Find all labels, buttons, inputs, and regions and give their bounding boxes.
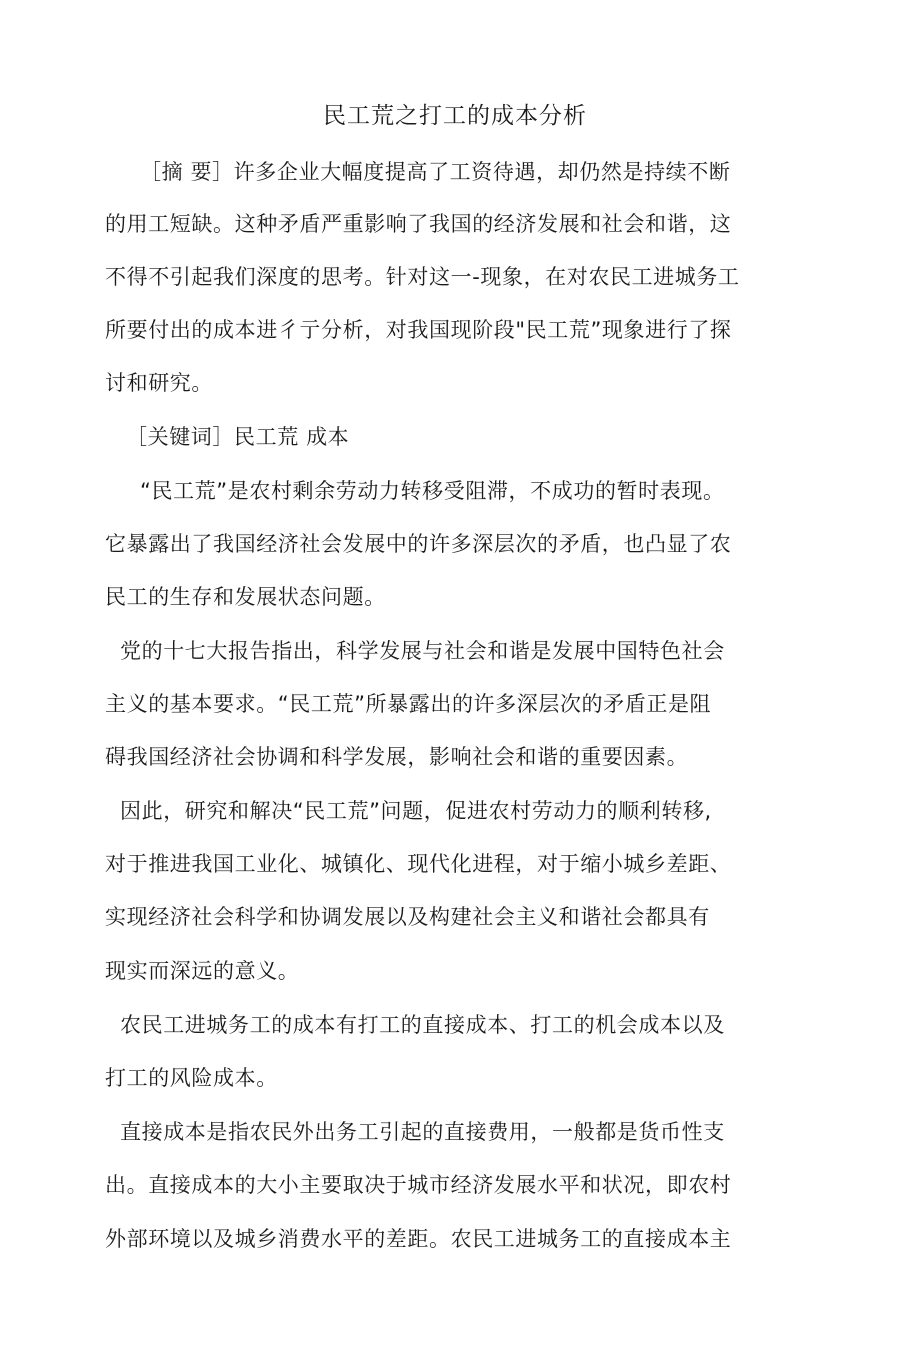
abstract-line-4: 所要付出的成本进彳亍分析，对我国现阶段"民工荒”现象进行了探 — [105, 318, 732, 342]
paragraph-line: 出。直接成本的大小主要取决于城市经济发展水平和状况，即农村 — [105, 1173, 732, 1197]
paragraph-line: 外部环境以及城乡消费水平的差距。农民工进城务工的直接成本主 — [105, 1227, 732, 1251]
paragraph-line: 党的十七大报告指出，科学发展与社会和谐是发展中国特色社会 — [120, 639, 725, 663]
paragraph-line: 因此，研究和解决“民工荒”问题，促进农村劳动力的顺利转移, — [120, 799, 712, 823]
paragraph-line: 现实而深远的意义。 — [105, 959, 300, 983]
abstract-line-5: 讨和研究。 — [105, 371, 213, 395]
paragraph-line: “民工荒”是农村剩余劳动力转移受阻滞，不成功的暂时表现。 — [140, 479, 725, 503]
keywords-line: ［关键词］民工荒 成本 — [126, 425, 350, 449]
abstract-line-1: ［摘 要］许多企业大幅度提高了工资待遇，却仍然是持续不断 — [140, 160, 731, 184]
paragraph-line: 直接成本是指农民外出务工引起的直接费用，一般都是货币性支 — [120, 1120, 725, 1144]
paragraph-line: 农民工进城务工的成本有打工的直接成本、打工的机会成本以及 — [120, 1013, 725, 1037]
paragraph-line: 实现经济社会科学和协调发展以及构建社会主义和谐社会都具有 — [105, 905, 710, 929]
paragraph-line: 民工的生存和发展状态问题。 — [105, 585, 386, 609]
paragraph-line: 它暴露出了我国经济社会发展中的许多深层次的矛盾，也凸显了农 — [105, 532, 732, 556]
paragraph-line: 打工的风险成本。 — [105, 1066, 278, 1090]
paragraph-line: 主义的基本要求。“民工荒”所暴露出的许多深层次的矛盾正是阻 — [105, 692, 712, 716]
abstract-line-2: 的用工短缺。这种矛盾严重影响了我国的经济发展和社会和谐，这 — [105, 212, 732, 236]
paragraph-line: 对于推进我国工业化、城镇化、现代化进程，对于缩小城乡差距、 — [105, 852, 732, 876]
paragraph-line: 碍我国经济社会协调和科学发展，影响社会和谐的重要因素。 — [105, 745, 689, 769]
abstract-line-3: 不得不引起我们深度的思考。针对这一-现象，在对农民工进城务工 — [105, 265, 740, 289]
document-title: 民工荒之打工的成本分析 — [323, 103, 587, 129]
